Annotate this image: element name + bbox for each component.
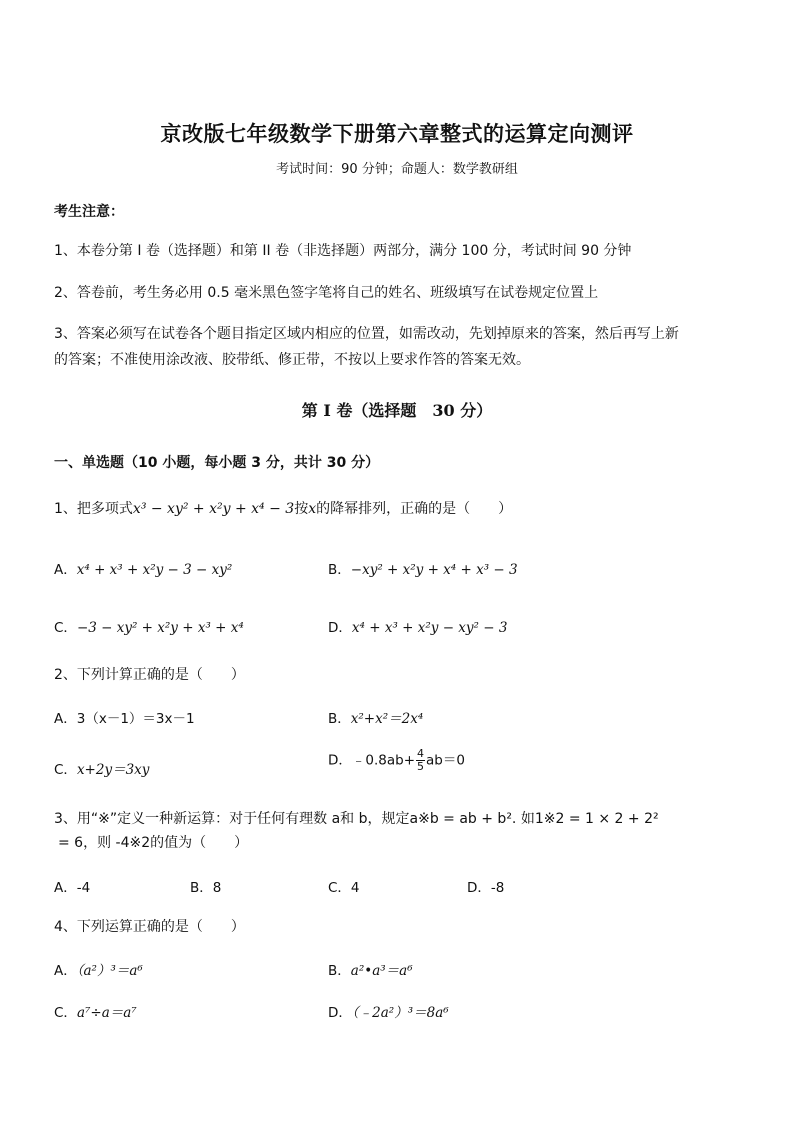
question-4-option-b: B．a²•a³＝a⁶ (328, 963, 413, 979)
question-2-stem: 2、下列计算正确的是（ ） (54, 667, 245, 683)
question-3-option-b: B．8 (190, 880, 222, 896)
question-3-stem-line-2: = 6，则 -4※2的值为（ ） (58, 835, 249, 851)
question-1-option-c: C．−3 − xy² + x²y + x³ + x⁴ (54, 620, 244, 636)
question-1-option-b: B．−xy² + x²y + x⁴ + x³ − 3 (328, 562, 518, 578)
notes-heading: 考生注意： (54, 204, 124, 220)
question-3-option-c: C．4 (328, 880, 360, 896)
fraction: $\frac{4}{5}$ (417, 747, 425, 773)
exam-info: 考试时间：90 分钟；命题人：数学教研组 (276, 162, 518, 177)
note-item: 3、答案必须写在试卷各个题目指定区域内相应的位置，如需改动，先划掉原来的答案，然后再写上新 (54, 326, 679, 342)
question-4-option-a: A．（a²）³＝a⁶ (54, 963, 143, 979)
question-1-option-d: D．x⁴ + x³ + x²y − xy² − 3 (328, 620, 508, 636)
part-title: 一、单选题（10 小题，每小题 3 分，共计 30 分） (54, 455, 380, 471)
question-2-option-b: B．x²+x²＝2x⁴ (328, 711, 424, 727)
question-2-option-a: A．3（x－1）＝3x－1 (54, 711, 195, 727)
question-2-option-c: C．x+2y＝3xy (54, 762, 150, 778)
note-item-continued: 的答案；不准使用涂改液、胶带纸、修正带，不按以上要求作答的答案无效。 (54, 352, 530, 368)
question-2-option-d: D．﹣0.8ab+ $\frac{4}{5}$ ab＝0 (328, 747, 465, 773)
question-3-option-a: A．-4 (54, 880, 91, 896)
question-1-option-a: A．x⁴ + x³ + x²y − 3 − xy² (54, 562, 233, 578)
question-3-option-d: D．-8 (467, 880, 505, 896)
note-item: 2、答卷前，考生务必用 0.5 毫米黑色签字笔将自己的姓名、班级填写在试卷规定位置上 (54, 285, 599, 301)
note-item: 1、本卷分第 I 卷（选择题）和第 II 卷（非选择题）两部分，满分 100 分，考试时间 90 分钟 (54, 243, 632, 259)
page-title: 京改版七年级数学下册第六章整式的运算定向测评 (160, 121, 634, 146)
question-1-stem: 1、把多项式x³ − xy² + x²y + x⁴ − 3按x的降幂排列，正确的是（ ） (54, 501, 513, 517)
question-4-option-d: D．（﹣2a²）³＝8a⁶ (328, 1005, 449, 1021)
question-4-option-c: C．a⁷÷a＝a⁷ (54, 1005, 137, 1021)
question-3-stem-line-1: 3、用“※”定义一种新运算：对于任何有理数 a和 b，规定a※b = ab + b². 如1※2 = 1 × 2 + 2² (54, 811, 659, 827)
question-4-stem: 4、下列运算正确的是（ ） (54, 919, 245, 935)
section-title: 第 I 卷（选择题 30 分） (301, 401, 493, 420)
